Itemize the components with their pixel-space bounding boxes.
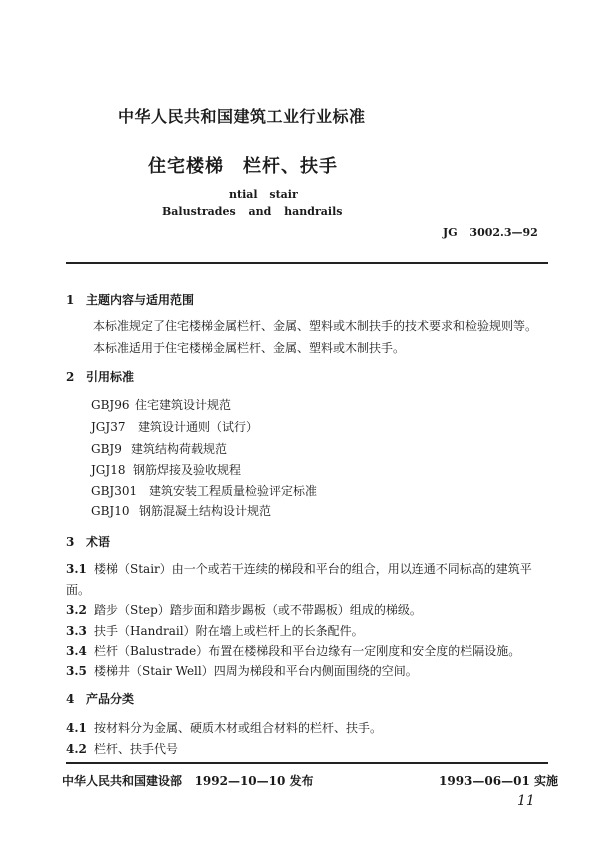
issue-date: 1992—10—10 发布 <box>194 774 314 788</box>
reference-item <box>91 396 231 413</box>
document-title: 住宅楼梯 栏杆、扶手 <box>148 156 338 177</box>
section-1-paragraph: 本标准适用于住宅楼梯金属栏杆、金属、塑料或木制扶手。 <box>93 341 406 355</box>
reference-item <box>91 502 271 519</box>
section-number: 2 <box>66 370 75 384</box>
standard-code: JG 3002.3—92 <box>443 226 538 239</box>
document-header: 中华人民共和国建筑工业行业标准 <box>118 107 366 126</box>
reference-code: JGJ37 <box>91 420 126 434</box>
reference-name: 建筑设计通则（试行） <box>138 420 259 434</box>
term-continuation: 面。 <box>66 583 91 597</box>
page-number: 11 <box>517 793 535 809</box>
term-number: 3.3 <box>66 624 87 638</box>
reference-item <box>91 482 317 499</box>
section-title: 主题内容与适用范围 <box>86 293 195 307</box>
section-3-heading <box>66 533 110 550</box>
term-item <box>66 719 382 736</box>
section-title: 引用标准 <box>86 370 135 384</box>
reference-name: 建筑安装工程质量检验评定标准 <box>149 484 318 498</box>
term-number: 3.1 <box>66 562 87 576</box>
section-1-paragraph: 本标准规定了住宅楼梯金属栏杆、金属、塑料或木制扶手的技术要求和检验规则等。 <box>93 319 538 333</box>
section-1-heading <box>66 291 194 308</box>
term-text: 栏杆、扶手代号 <box>94 742 179 756</box>
term-number: 3.5 <box>66 664 87 678</box>
reference-item <box>91 440 227 457</box>
reference-name: 钢筋焊接及验收规程 <box>133 463 242 477</box>
term-text: 扶手（Handrail）附在墙上或栏杆上的长条配件。 <box>94 624 364 638</box>
section-title: 术语 <box>86 535 111 549</box>
section-2-heading <box>66 368 134 385</box>
bottom-divider <box>66 762 548 764</box>
reference-name: 住宅建筑设计规范 <box>135 398 232 412</box>
term-item <box>66 622 364 639</box>
reference-code: GBJ10 <box>91 504 130 518</box>
term-number: 3.4 <box>66 644 87 658</box>
reference-name: 建筑结构荷载规范 <box>131 442 228 456</box>
term-number: 4.2 <box>66 742 87 756</box>
reference-code: JGJ18 <box>91 463 126 477</box>
footer-effective-date: 1993—06—01 实施 <box>439 774 558 788</box>
term-text: 按材料分为金属、硬质木材或组合材料的栏杆、扶手。 <box>94 721 383 735</box>
term-number: 3.2 <box>66 603 87 617</box>
footer-issuer <box>62 772 314 789</box>
english-title-line1: ntial stair <box>229 188 298 201</box>
term-text: 楼梯井（Stair Well）四周为梯段和平台内侧面围绕的空间。 <box>94 664 418 678</box>
term-text: 踏步（Step）踏步面和踏步踢板（或不带踢板）组成的梯级。 <box>94 603 422 617</box>
term-item <box>66 642 520 659</box>
reference-item <box>91 418 258 435</box>
reference-code: GBJ301 <box>91 484 138 498</box>
top-divider <box>66 262 548 264</box>
term-item <box>66 560 532 577</box>
term-item <box>66 662 418 679</box>
section-number: 3 <box>66 535 75 549</box>
section-number: 4 <box>66 692 75 706</box>
section-number: 1 <box>66 293 75 307</box>
issuer-name: 中华人民共和国建设部 <box>62 774 183 788</box>
reference-code: GBJ96 <box>91 398 130 412</box>
term-text: 楼梯（Stair）由一个或若干连续的梯段和平台的组合，用以连通不同标高的建筑平 <box>94 562 532 576</box>
term-item <box>66 740 178 757</box>
section-4-heading <box>66 690 134 707</box>
section-title: 产品分类 <box>86 692 135 706</box>
reference-item <box>91 461 241 478</box>
english-title-line2: Balustrades and handrails <box>162 205 343 218</box>
term-number: 4.1 <box>66 721 87 735</box>
term-item <box>66 601 422 618</box>
reference-code: GBJ9 <box>91 442 122 456</box>
term-text: 栏杆（Balustrade）布置在楼梯段和平台边缘有一定刚度和安全度的栏隔设施。 <box>94 644 521 658</box>
reference-name: 钢筋混凝土结构设计规范 <box>139 504 272 518</box>
